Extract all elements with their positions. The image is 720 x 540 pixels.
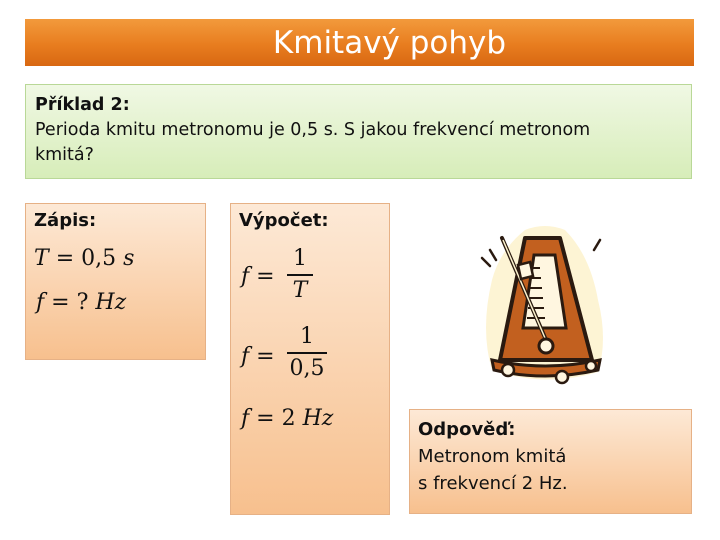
formula-fraction — [287, 246, 313, 304]
result-value: = 2 — [256, 406, 296, 431]
formula-denominator: T — [292, 277, 308, 303]
substitution-fraction — [287, 324, 327, 382]
unknown-frequency-equation — [36, 290, 126, 315]
task-heading: Příklad 2: — [35, 95, 130, 115]
calculation-label: Výpočet: — [239, 210, 329, 231]
result-var: f — [241, 406, 250, 431]
given-period-unit: s — [123, 246, 135, 271]
slide-title: Kmitavý pohyb — [272, 24, 507, 61]
result-unit: Hz — [302, 406, 334, 431]
substitution-lhs — [241, 344, 275, 369]
substitution-numerator: 1 — [300, 324, 314, 349]
formula-lhs-text: f = — [241, 264, 275, 289]
unknown-frequency-unit: Hz — [95, 290, 127, 315]
notation-box — [25, 203, 206, 360]
answer-line2: s frekvencí 2 Hz. — [418, 473, 568, 494]
metronome-icon — [470, 210, 620, 395]
slide-title-bar — [25, 19, 694, 66]
result-equation — [241, 406, 333, 431]
substitution-denominator: 0,5 — [289, 355, 325, 381]
given-period-equation — [34, 246, 134, 271]
substitution-fraction-bar — [287, 352, 327, 354]
answer-line1: Metronom kmitá — [418, 446, 567, 467]
given-period-value: = 0,5 — [55, 246, 117, 271]
unknown-frequency-value: = ? — [51, 290, 89, 315]
answer-box — [409, 409, 692, 514]
formula-fraction-bar — [287, 274, 313, 276]
task-text-line1: Perioda kmitu metronomu je 0,5 s. S jakou frekvencí metronom — [35, 120, 591, 140]
answer-label: Odpověď: — [418, 419, 516, 440]
unknown-frequency-var: f — [36, 290, 45, 315]
formula-lhs — [241, 264, 275, 289]
substitution-lhs-text: f = — [241, 344, 275, 369]
task-box — [25, 84, 692, 179]
task-text-line2: kmitá? — [35, 145, 94, 165]
calculation-box — [230, 203, 390, 515]
notation-label: Zápis: — [34, 210, 97, 231]
given-period-var: T — [34, 246, 49, 271]
formula-numerator: 1 — [293, 246, 307, 271]
